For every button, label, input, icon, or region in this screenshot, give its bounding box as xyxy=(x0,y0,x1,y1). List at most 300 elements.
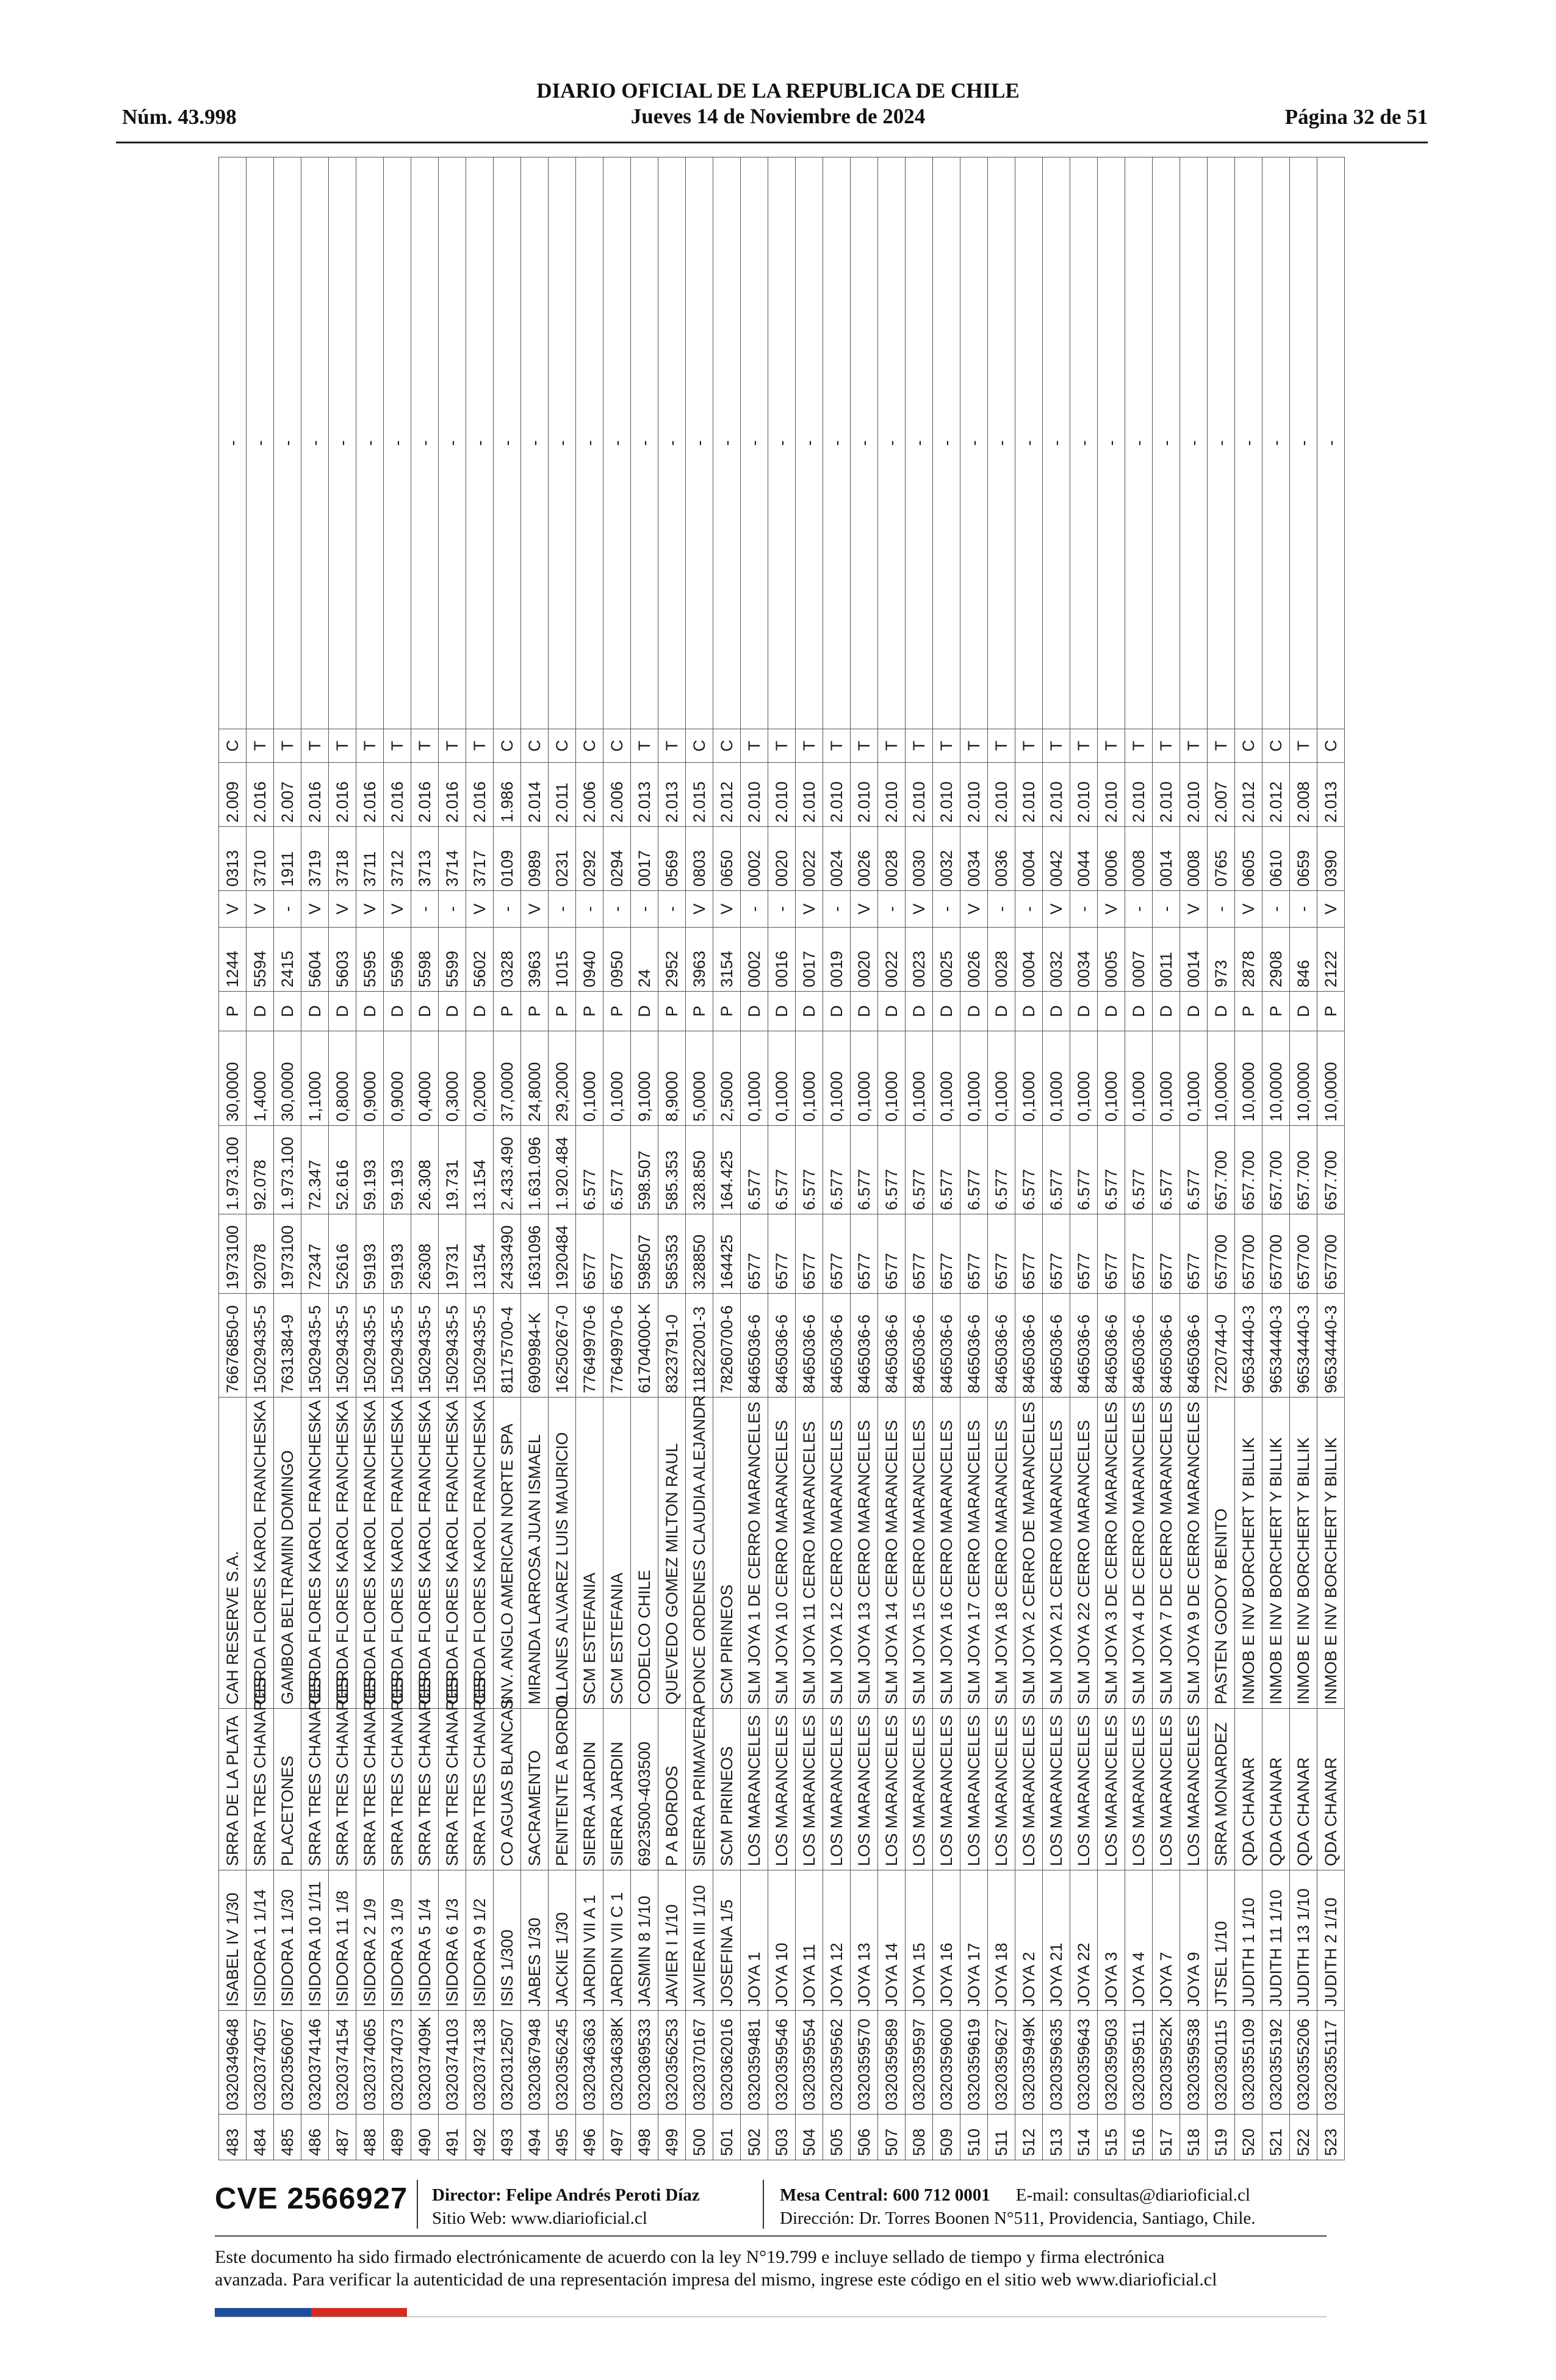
table-cell: 2.016 xyxy=(301,763,329,827)
table-row xyxy=(796,157,823,2160)
table-cell: 0044 xyxy=(1070,827,1098,891)
table-row xyxy=(1208,157,1235,2160)
table-cell: JOYA 16 xyxy=(933,1870,960,2011)
table-cell: - xyxy=(1153,891,1180,928)
table-cell: 0023 xyxy=(906,928,933,992)
table-cell: 0320355117 xyxy=(1317,2011,1345,2115)
table-cell: LOS MARANCELES xyxy=(933,1709,960,1870)
table-cell: JOYA 9 xyxy=(1180,1870,1208,2011)
table-cell: 6923500-403500 xyxy=(631,1709,658,1870)
table-cell: ISIDORA 11 1/8 xyxy=(329,1870,356,2011)
table-cell: - xyxy=(329,157,356,729)
table-cell: 8323791-0 xyxy=(658,1294,686,1397)
table-cell: 6577 xyxy=(933,1214,960,1294)
table-cell: - xyxy=(466,157,494,729)
table-cell: SCM PIRINEOS xyxy=(713,1397,741,1709)
table-cell: 2.011 xyxy=(549,763,576,827)
table-cell: 6.577 xyxy=(906,1126,933,1214)
table-cell: INMOB E INV BORCHERT Y BILLIK xyxy=(1262,1397,1290,1709)
table-cell: SLM JOYA 22 CERRO MARANCELES xyxy=(1070,1397,1098,1709)
table-cell: 1244 xyxy=(219,928,247,992)
legal-notice-line: Este documento ha sido firmado electrónicamente de acuerdo con la ley N°19.799 e incluye sellado de tiempo y firma electrónica xyxy=(215,2247,1165,2267)
table-cell: 2.012 xyxy=(1235,763,1262,827)
table-cell: 0320370167 xyxy=(686,2011,713,2115)
table-cell: 657.700 xyxy=(1235,1126,1262,1214)
table-cell: JUDITH 2 1/10 xyxy=(1317,1870,1345,2011)
table-row xyxy=(1180,157,1208,2160)
table-cell: SLM JOYA 10 CERRO MARANCELES xyxy=(768,1397,796,1709)
table-cell: 77649970-6 xyxy=(576,1294,603,1397)
table-cell: - xyxy=(851,157,878,729)
table-cell: D xyxy=(247,992,274,1031)
email-link[interactable]: E-mail: consultas@diarioficial.cl xyxy=(1015,2185,1250,2205)
table-cell: 6577 xyxy=(1070,1214,1098,1294)
table-cell: 19731 xyxy=(439,1214,466,1294)
mining-concessions-table xyxy=(218,157,1345,2160)
table-cell: D xyxy=(960,992,988,1031)
table-cell: 0,1000 xyxy=(1098,1031,1125,1126)
table-cell: 657.700 xyxy=(1208,1126,1235,1214)
table-cell: 2.016 xyxy=(411,763,439,827)
table-cell: 032035949K xyxy=(1015,2011,1043,2115)
website-line: Sitio Web: www.diarioficial.cl xyxy=(432,2209,647,2228)
table-cell: 0002 xyxy=(741,928,768,992)
table-cell: 0026 xyxy=(960,928,988,992)
table-cell: 1.973.100 xyxy=(219,1126,247,1214)
table-cell: 8465036-6 xyxy=(823,1294,851,1397)
table-cell: T xyxy=(247,729,274,763)
table-row xyxy=(960,157,988,2160)
table-cell: C xyxy=(1235,729,1262,763)
table-cell: 7220744-0 xyxy=(1208,1294,1235,1397)
legal-notice-line: avanzada. Para verificar la autenticidad de una representación impresa del mismo, ingrese este código en el sitio web www.diarioficial.cl xyxy=(215,2270,1217,2290)
table-cell: 6577 xyxy=(960,1214,988,1294)
table-cell: SRRA TRES CHANARES xyxy=(466,1709,494,1870)
table-cell: CERDA FLORES KAROL FRANCHESKA xyxy=(247,1397,274,1709)
table-cell: SRRA TRES CHANARES xyxy=(356,1709,384,1870)
table-cell: T xyxy=(1180,729,1208,763)
table-cell: T xyxy=(1153,729,1180,763)
table-cell: 1.973.100 xyxy=(274,1126,301,1214)
table-cell: 2.016 xyxy=(466,763,494,827)
table-cell: V xyxy=(1180,891,1208,928)
table-cell: D xyxy=(274,992,301,1031)
table-cell: 509 xyxy=(933,2115,960,2160)
table-cell: 0320374057 xyxy=(247,2011,274,2115)
table-cell: - xyxy=(494,891,521,928)
table-row xyxy=(301,157,329,2160)
table-cell: 0320359627 xyxy=(988,2011,1015,2115)
table-cell: 76676850-0 xyxy=(219,1294,247,1397)
table-cell: P xyxy=(713,992,741,1031)
table-row xyxy=(549,157,576,2160)
table-cell: 2.010 xyxy=(960,763,988,827)
table-row xyxy=(988,157,1015,2160)
table-cell: - xyxy=(823,891,851,928)
table-cell: 518 xyxy=(1180,2115,1208,2160)
table-cell: 0950 xyxy=(603,928,631,992)
table-row xyxy=(658,157,686,2160)
table-cell: T xyxy=(466,729,494,763)
table-cell: 2.013 xyxy=(1317,763,1345,827)
table-cell: - xyxy=(878,891,906,928)
table-cell: 0320359546 xyxy=(768,2011,796,2115)
table-cell: 0,8000 xyxy=(329,1031,356,1126)
table-cell: 0026 xyxy=(851,827,878,891)
table-cell: 493 xyxy=(494,2115,521,2160)
table-row xyxy=(1153,157,1180,2160)
table-cell: SRRA TRES CHANARES xyxy=(247,1709,274,1870)
header-divider xyxy=(116,142,1428,143)
table-cell: 517 xyxy=(1153,2115,1180,2160)
table-cell: P xyxy=(658,992,686,1031)
table-cell: - xyxy=(274,891,301,928)
table-cell: MIRANDA LARROSA JUAN ISMAEL xyxy=(521,1397,549,1709)
table-cell: 521 xyxy=(1262,2115,1290,2160)
table-cell: D xyxy=(1290,992,1317,1031)
table-cell: 24,8000 xyxy=(521,1031,549,1126)
table-cell: 16250267-0 xyxy=(549,1294,576,1397)
table-cell: 6577 xyxy=(576,1214,603,1294)
table-cell: ISIDORA 1 1/30 xyxy=(274,1870,301,2011)
table-cell: 0320355192 xyxy=(1262,2011,1290,2115)
table-cell: 2.013 xyxy=(631,763,658,827)
table-cell: 8465036-6 xyxy=(741,1294,768,1397)
table-cell: 0,1000 xyxy=(1015,1031,1043,1126)
table-cell: - xyxy=(494,157,521,729)
table-cell: V xyxy=(1235,891,1262,928)
table-cell: JOYA 21 xyxy=(1043,1870,1070,2011)
director-line: Director: Felipe Andrés Peroti Díaz xyxy=(432,2185,700,2205)
table-row xyxy=(768,157,796,2160)
table-cell: LOS MARANCELES xyxy=(1098,1709,1125,1870)
table-cell: C xyxy=(219,729,247,763)
table-cell: 505 xyxy=(823,2115,851,2160)
table-cell: 0,9000 xyxy=(356,1031,384,1126)
table-cell: 519 xyxy=(1208,2115,1235,2160)
table-cell: P xyxy=(686,992,713,1031)
table-cell: 10,0000 xyxy=(1235,1031,1262,1126)
table-cell: 0,1000 xyxy=(768,1031,796,1126)
table-cell: 0024 xyxy=(823,827,851,891)
table-cell: 2.010 xyxy=(796,763,823,827)
table-cell: - xyxy=(960,157,988,729)
table-cell: 6.577 xyxy=(933,1126,960,1214)
table-cell: 26308 xyxy=(411,1214,439,1294)
table-cell: T xyxy=(1070,729,1098,763)
table-row xyxy=(1070,157,1098,2160)
table-cell: - xyxy=(356,157,384,729)
table-cell: 0320362016 xyxy=(713,2011,741,2115)
table-cell: - xyxy=(1015,891,1043,928)
table-cell: 0320359600 xyxy=(933,2011,960,2115)
table-cell: 6.577 xyxy=(603,1126,631,1214)
table-cell: 1015 xyxy=(549,928,576,992)
table-cell: 0320374065 xyxy=(356,2011,384,2115)
table-cell: 0,1000 xyxy=(878,1031,906,1126)
table-cell: - xyxy=(713,157,741,729)
table-cell: - xyxy=(411,157,439,729)
table-cell: T xyxy=(356,729,384,763)
table-cell: T xyxy=(906,729,933,763)
table-cell: P xyxy=(494,992,521,1031)
table-cell: 52.616 xyxy=(329,1126,356,1214)
table-cell: C xyxy=(713,729,741,763)
table-cell: 61704000-K xyxy=(631,1294,658,1397)
table-cell: 6577 xyxy=(1043,1214,1070,1294)
table-cell: 6577 xyxy=(603,1214,631,1294)
table-row xyxy=(933,157,960,2160)
table-row xyxy=(1290,157,1317,2160)
table-cell: - xyxy=(933,157,960,729)
table-row xyxy=(603,157,631,2160)
table-cell: SIERRA PRIMAVERA xyxy=(686,1709,713,1870)
table-cell: 15029435-5 xyxy=(411,1294,439,1397)
table-cell: 2.010 xyxy=(823,763,851,827)
table-cell: 5596 xyxy=(384,928,411,992)
table-cell: 0,1000 xyxy=(796,1031,823,1126)
table-cell: 0940 xyxy=(576,928,603,992)
table-cell: 657.700 xyxy=(1317,1126,1345,1214)
table-row xyxy=(1043,157,1070,2160)
table-cell: D xyxy=(933,992,960,1031)
table-cell: P xyxy=(1235,992,1262,1031)
table-cell: 2.010 xyxy=(851,763,878,827)
table-cell: D xyxy=(988,992,1015,1031)
table-cell: 0320369533 xyxy=(631,2011,658,2115)
table-cell: 2.010 xyxy=(741,763,768,827)
table-cell: JOSEFINA 1/5 xyxy=(713,1870,741,2011)
table-cell: V xyxy=(301,891,329,928)
table-cell: 495 xyxy=(549,2115,576,2160)
table-cell: - xyxy=(521,157,549,729)
table-cell: 0019 xyxy=(823,928,851,992)
table-cell: JOYA 11 xyxy=(796,1870,823,2011)
table-cell: CERDA FLORES KAROL FRANCHESKA xyxy=(329,1397,356,1709)
table-cell: 0320359503 xyxy=(1098,2011,1125,2115)
table-cell: 0765 xyxy=(1208,827,1235,891)
table-cell: - xyxy=(988,157,1015,729)
table-cell: D xyxy=(906,992,933,1031)
issue-number: Núm. 43.998 xyxy=(122,105,237,129)
table-cell: 11822001-3 xyxy=(686,1294,713,1397)
table-cell: 0320359481 xyxy=(741,2011,768,2115)
table-cell: 1631096 xyxy=(521,1214,549,1294)
table-cell: 0,1000 xyxy=(960,1031,988,1126)
table-cell: T xyxy=(851,729,878,763)
table-cell: - xyxy=(1262,157,1290,729)
table-cell: - xyxy=(384,157,411,729)
table-cell: 0320355206 xyxy=(1290,2011,1317,2115)
table-cell: SRRA DE LA PLATA xyxy=(219,1709,247,1870)
table-cell: 3710 xyxy=(247,827,274,891)
table-cell: 72.347 xyxy=(301,1126,329,1214)
table-cell: 522 xyxy=(1290,2115,1317,2160)
table-cell: ISIDORA 9 1/2 xyxy=(466,1870,494,2011)
table-cell: 6.577 xyxy=(1015,1126,1043,1214)
table-cell: ISIS 1/300 xyxy=(494,1870,521,2011)
table-cell: 501 xyxy=(713,2115,741,2160)
table-cell: 8465036-6 xyxy=(1043,1294,1070,1397)
table-cell: 0,3000 xyxy=(439,1031,466,1126)
table-cell: 6.577 xyxy=(823,1126,851,1214)
table-cell: JAVIERA III 1/10 xyxy=(686,1870,713,2011)
table-cell: - xyxy=(1317,157,1345,729)
table-cell: 0320350115 xyxy=(1208,2011,1235,2115)
table-cell: 510 xyxy=(960,2115,988,2160)
table-cell: 490 xyxy=(411,2115,439,2160)
table-cell: - xyxy=(439,157,466,729)
table-cell: 0028 xyxy=(878,827,906,891)
table-cell: 0320374138 xyxy=(466,2011,494,2115)
table-cell: 2.008 xyxy=(1290,763,1317,827)
footer-separator xyxy=(763,2180,764,2229)
table-cell: 328850 xyxy=(686,1214,713,1294)
table-cell: 52616 xyxy=(329,1214,356,1294)
table-cell: D xyxy=(356,992,384,1031)
table-cell: JOYA 3 xyxy=(1098,1870,1125,2011)
table-cell: 846 xyxy=(1290,928,1317,992)
table-cell: D xyxy=(411,992,439,1031)
table-cell: 6.577 xyxy=(988,1126,1015,1214)
table-cell: P xyxy=(549,992,576,1031)
table-cell: P xyxy=(576,992,603,1031)
table-cell: JOYA 1 xyxy=(741,1870,768,2011)
table-cell: 8465036-6 xyxy=(1070,1294,1098,1397)
table-cell: 6577 xyxy=(906,1214,933,1294)
table-cell: 8465036-6 xyxy=(1098,1294,1125,1397)
publication-date: Jueves 14 de Noviembre de 2024 xyxy=(630,104,926,128)
table-cell: 0320359554 xyxy=(796,2011,823,2115)
table-cell: 13154 xyxy=(466,1214,494,1294)
table-cell: - xyxy=(219,157,247,729)
table-cell: D xyxy=(329,992,356,1031)
table-cell: 0,1000 xyxy=(1153,1031,1180,1126)
table-cell: 10,0000 xyxy=(1290,1031,1317,1126)
table-cell: 6.577 xyxy=(1070,1126,1098,1214)
table-cell: LOS MARANCELES xyxy=(851,1709,878,1870)
table-cell: T xyxy=(741,729,768,763)
table-cell: 3719 xyxy=(301,827,329,891)
table-cell: SLM JOYA 4 DE CERRO MARANCELES xyxy=(1125,1397,1153,1709)
table-cell: D xyxy=(1180,992,1208,1031)
table-cell: 0011 xyxy=(1153,928,1180,992)
table-cell: JTSEL 1/10 xyxy=(1208,1870,1235,2011)
table-cell: 6.577 xyxy=(796,1126,823,1214)
table-cell: 0320359589 xyxy=(878,2011,906,2115)
table-cell: 92078 xyxy=(247,1214,274,1294)
table-cell: T xyxy=(301,729,329,763)
table-cell: 500 xyxy=(686,2115,713,2160)
table-cell: PONCE ORDENES CLAUDIA ALEJANDR xyxy=(686,1397,713,1709)
table-cell: T xyxy=(411,729,439,763)
table-cell: T xyxy=(1098,729,1125,763)
table-cell: INV. ANGLO AMERICAN NORTE SPA xyxy=(494,1397,521,1709)
table-cell: SLM JOYA 14 CERRO MARANCELES xyxy=(878,1397,906,1709)
table-cell: 59193 xyxy=(384,1214,411,1294)
table-cell: PASTEN GODOY BENITO xyxy=(1208,1397,1235,1709)
table-cell: 513 xyxy=(1043,2115,1070,2160)
table-cell: CERDA FLORES KAROL FRANCHESKA xyxy=(411,1397,439,1709)
table-cell: 657700 xyxy=(1262,1214,1290,1294)
table-cell: 032035952K xyxy=(1153,2011,1180,2115)
table-cell: 164425 xyxy=(713,1214,741,1294)
table-cell: 2.010 xyxy=(933,763,960,827)
table-cell: JOYA 13 xyxy=(851,1870,878,2011)
table-cell: - xyxy=(658,891,686,928)
table-cell: 1.920.484 xyxy=(549,1126,576,1214)
table-cell: 37,0000 xyxy=(494,1031,521,1126)
table-cell: SRRA TRES CHANARES xyxy=(301,1709,329,1870)
table-cell: 585.353 xyxy=(658,1126,686,1214)
table-cell: 489 xyxy=(384,2115,411,2160)
table-cell: QUEVEDO GOMEZ MILTON RAUL xyxy=(658,1397,686,1709)
table-cell: 1911 xyxy=(274,827,301,891)
table-cell: 8465036-6 xyxy=(1125,1294,1153,1397)
table-cell: ISIDORA 2 1/9 xyxy=(356,1870,384,2011)
table-cell: 0328 xyxy=(494,928,521,992)
table-cell: LOS MARANCELES xyxy=(741,1709,768,1870)
table-cell: V xyxy=(521,891,549,928)
table-cell: C xyxy=(603,729,631,763)
table-cell: LOS MARANCELES xyxy=(906,1709,933,1870)
table-cell: LOS MARANCELES xyxy=(988,1709,1015,1870)
table-cell: LOS MARANCELES xyxy=(768,1709,796,1870)
table-cell: 0030 xyxy=(906,827,933,891)
table-cell: 30,0000 xyxy=(274,1031,301,1126)
table-row xyxy=(631,157,658,2160)
table-cell: - xyxy=(631,891,658,928)
table-cell: 032034638K xyxy=(603,2011,631,2115)
table-cell: 6577 xyxy=(1153,1214,1180,1294)
table-cell: V xyxy=(713,891,741,928)
table-cell: SLM JOYA 3 DE CERRO MARANCELES xyxy=(1098,1397,1125,1709)
table-cell: 2.010 xyxy=(878,763,906,827)
table-cell: 511 xyxy=(988,2115,1015,2160)
table-cell: C xyxy=(494,729,521,763)
table-cell: PLACETONES xyxy=(274,1709,301,1870)
table-cell: - xyxy=(603,157,631,729)
table-cell: 2878 xyxy=(1235,928,1262,992)
table-cell: 164.425 xyxy=(713,1126,741,1214)
table-cell: SLM JOYA 17 CERRO MARANCELES xyxy=(960,1397,988,1709)
table-cell: 2.006 xyxy=(603,763,631,827)
table-cell: CO AGUAS BLANCAS xyxy=(494,1709,521,1870)
table-cell: JOYA 22 xyxy=(1070,1870,1098,2011)
table-cell: 9,1000 xyxy=(631,1031,658,1126)
table-cell: D xyxy=(466,992,494,1031)
table-cell: LOS MARANCELES xyxy=(823,1709,851,1870)
table-cell: P xyxy=(1262,992,1290,1031)
table-cell: 15029435-5 xyxy=(439,1294,466,1397)
table-cell: LOS MARANCELES xyxy=(960,1709,988,1870)
table-cell: CERDA FLORES KAROL FRANCHESKA xyxy=(466,1397,494,1709)
table-cell: 6577 xyxy=(768,1214,796,1294)
table-cell: JUDITH 1 1/10 xyxy=(1235,1870,1262,2011)
table-cell: 3712 xyxy=(384,827,411,891)
table-row xyxy=(686,157,713,2160)
table-cell: 1973100 xyxy=(219,1214,247,1294)
table-cell: 0294 xyxy=(603,827,631,891)
table-cell: 15029435-5 xyxy=(301,1294,329,1397)
table-cell: 0989 xyxy=(521,827,549,891)
footer-divider xyxy=(215,2235,1327,2237)
table-cell: 0016 xyxy=(768,928,796,992)
table-row xyxy=(411,157,439,2160)
table-cell: 0320374073 xyxy=(384,2011,411,2115)
table-cell: LOS MARANCELES xyxy=(1015,1709,1043,1870)
cve-code: CVE 2566927 xyxy=(215,2182,408,2215)
